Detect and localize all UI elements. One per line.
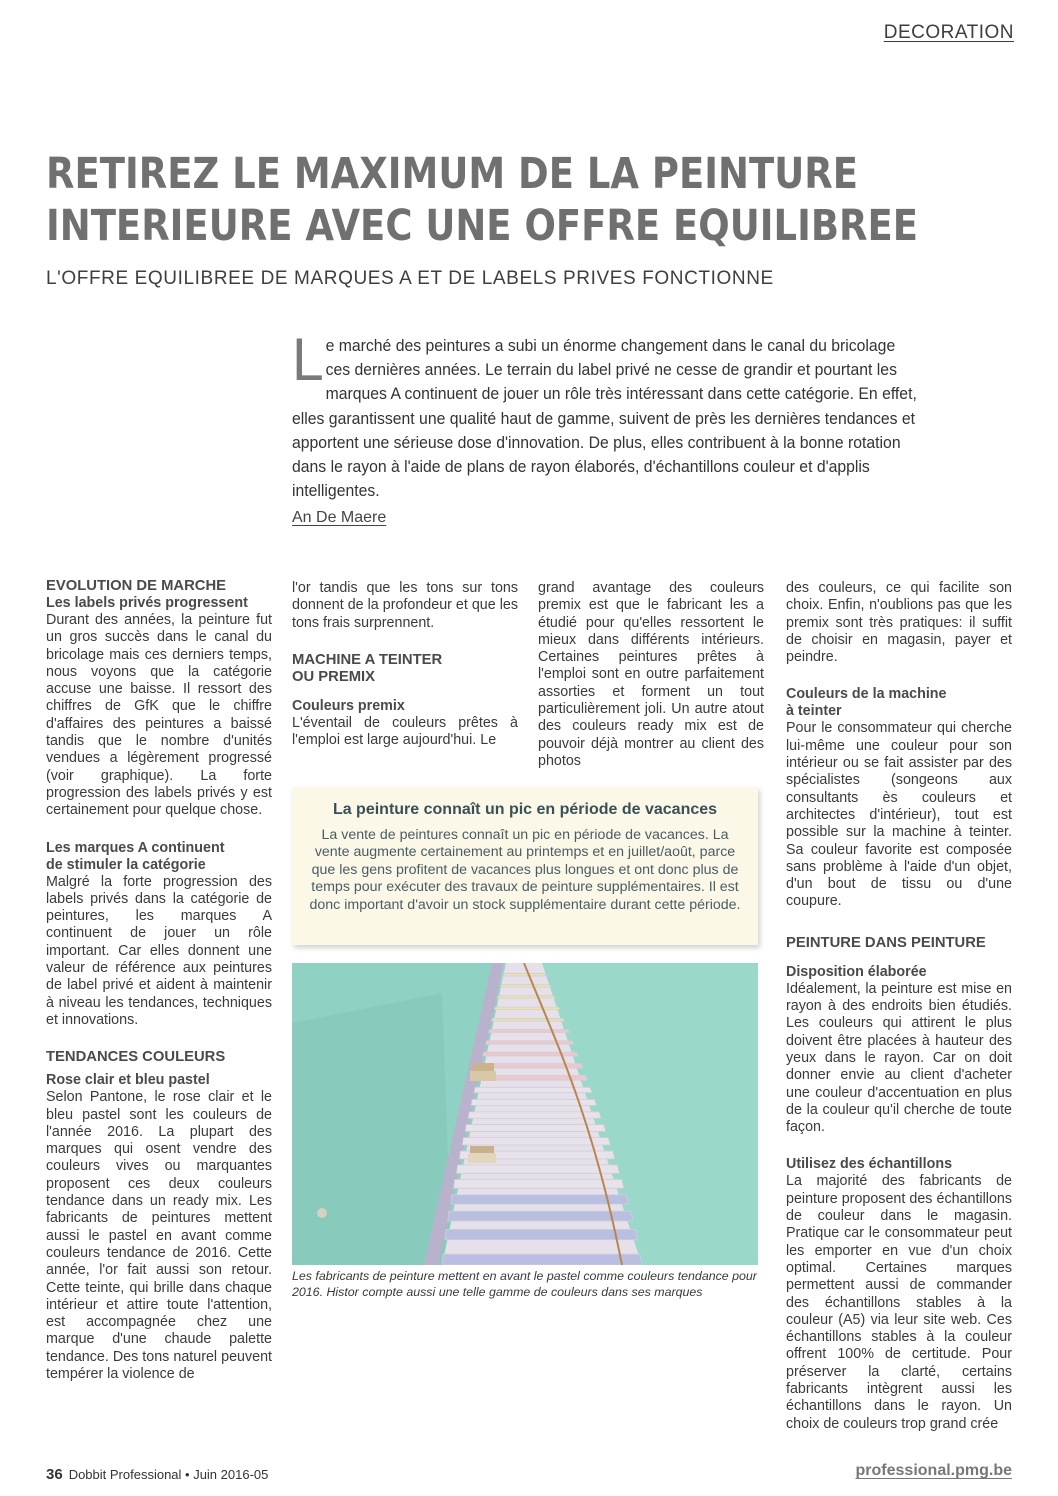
photo-books-1 [470,1071,496,1081]
photo-books-2 [472,1063,494,1071]
staircase-photo [292,963,758,1265]
photo-step [489,1030,570,1033]
article-subtitle: L'OFFRE EQUILIBREE DE MARQUES A ET DE LABELS PRIVES FONCTIONNE [46,268,774,289]
photo-wall-left [292,993,452,1265]
photo-step [497,996,555,998]
subheading-machine-2: à teinter [786,703,842,720]
staircase-illustration [292,963,758,1265]
author-byline[interactable]: An De Maere [292,509,387,526]
photo-step [462,1138,610,1145]
column-1 [46,578,272,1383]
photo-step [468,1112,601,1118]
column-4 [786,580,1012,1433]
highlight-box [292,787,758,945]
photo-step [486,1041,574,1044]
drop-cap: L [292,326,324,393]
heading-tendances: TENDANCES COULEURS [46,1049,226,1066]
photo-step [454,1179,624,1188]
photo-step [491,1018,564,1020]
photo-caption: Les fabricants de peinture mettent en avant le pastel comme couleurs tendance pour 2016. Histor compte aussi une telle gamme de couleurs dans ses marques [292,1269,757,1299]
subheading-premix: Couleurs premix [292,697,405,714]
paragraph-marques: Malgré la forte progression des labels privés dans la catégorie de peintures, les marques A continuent de jouer un rôle important. Car elles donnent une valeur de référence aux peintures de label privé et aident à maintenir à niveau les tendances, techniques et innovations. [46,873,272,1028]
subheading-machine-1: Couleurs de la machine [786,686,947,703]
paragraph-rose: Selon Pantone, le rose clair et le bleu pastel sont les couleurs de l'année 2016. La plupart des marques qui osent vendre des couleurs vives ou marquantes proposent ces deux couleurs tendance dans un ready mix. Les fabricants de peintures mettent aussi le pastel en avant comme couleurs tendance de 2016. Cette année, l'or fait aussi son retour. Cette teinte, qui brille dans chaque intérieur et attire toute l'attention, est accompagnée chez une marque d'une chaude palette tendance. Des tons naturel peuvent tempérer la violence de [46,1089,272,1382]
subheading-labels: Les labels privés progressent [46,595,248,611]
photo-books-4 [470,1146,494,1153]
website-link[interactable]: professional.pmg.be [855,1462,1012,1479]
subheading-marques-2: de stimuler la catégorie [46,856,206,873]
publication-info: Dobbit Professional • Juin 2016-05 [68,1467,269,1482]
lead-text: e marché des peintures a subi un énorme changement dans le canal du bricolage ces dernières années. Le terrain du label privé ne cesse de grandir et pourtant les marques A continuent de jouer un rôle très intéressant dans cette catégorie. En effet, elles garantissent une qualité haut de gamme, suivent de près les dernières tendances et apportent une sérieuse dose d'innovation. De plus, elles contribuent à la bonne rotation dans le rayon à l'aide de plans de rayon élaborés, d'échantillons couleur et d'applis intelligentes. [292,336,917,501]
photo-step [500,985,551,987]
photo-step [442,1254,642,1265]
photo-step [503,974,546,976]
photo-step [445,1229,638,1239]
photo-wall-light [317,1208,327,1218]
headline-line-2: INTERIEURE AVEC UNE OFFRE EQUILIBREE [46,201,919,251]
photo-step [465,1125,605,1132]
subheading-marques-1: Les marques A continuent [46,839,225,856]
photo-step [451,1195,629,1204]
paragraph-col3-continuation: grand avantage des couleurs premix est que le fabricant les a étudié pour qu'elles ressortent le mieux dans différents intérieurs. Certaines peintures prêtes à l'emploi sont en outre parfaitement assorties et forment un tout particulièrement joli. Un autre atout des couleurs ready mix est de pouvoir déjà montrer au client des photos [538,580,764,769]
column-3 [538,580,764,770]
paragraph-col2-continuation: l'or tandis que les tons sur tons donnent de la profondeur et que les tons frais surprennent. [292,580,518,631]
highlight-box-body: La vente de peintures connaît un pic en période de vacances. La vente augmente certainement au printemps et en juillet/août, parce que les gens profitent de vacances plus longues et ont donc plus de temps pour exécuter des travaux de peinture supplémentaires. Il est donc important d'avoir un stock supplémentaire durant cette période. [309,827,741,913]
photo-step [448,1211,633,1221]
heading-peinture: PEINTURE DANS PEINTURE [786,934,986,951]
paragraph-machine: Pour le consommateur qui cherche lui-même une couleur pour son intérieur ou se fait assister par des spécialistes (songeons aux consultants ès couleurs et architectes d'intérieur), tout est possible sur la machine à teinter. Sa couleur favorite est composée sans problème à l'aide d'un objet, d'un bout de tissu ou d'une coupure. [786,720,1012,910]
column-2 [292,580,518,749]
page-number: 36 [46,1466,63,1483]
photo-step [457,1165,620,1173]
footer-left [46,1466,268,1483]
lead-paragraph [292,326,919,503]
photo-step [480,1064,583,1068]
photo-step [494,1007,560,1009]
subheading-echantillons: Utilisez des échantillons [786,1156,953,1173]
paragraph-premix: L'éventail de couleurs prêtes à l'emploi est large aujourd'hui. Le [292,714,518,749]
photo-step [483,1052,579,1056]
paragraph-disposition: Idéalement, la peinture est mise en rayon à des endroits bien étudiés. Les couleurs qui attirent le plus doivent être placées à hauteur des yeux dans le rayon. Car on doit donner envie au client d'acheter une couleur d'accentuation en plus de la couleur qu'il cherche de toute façon. [786,980,1012,1136]
subheading-disposition: Disposition élaborée [786,963,927,980]
highlight-box-title: La peinture connaît un pic en période de vacances [332,801,718,818]
photo-books-3 [468,1153,496,1163]
paragraph-echantillons: La majorité des fabricants de peinture proposent des échantillons de couleur dans le magasin. Pratique car le consommateur peut les emporter en vue d'un choix optimal. Certaines marques permettent aussi de commander des échantillons stables à la couleur (A5) via leur site web. Ces échantillons stables à la couleur offrent 100% de certitude. Pour préserver la clarté, certains fabricants intègrent aussi les échantillons dans le rayon. Un choix de couleurs trop grand crée [786,1173,1012,1432]
headline-line-1: RETIREZ LE MAXIMUM DE LA PEINTURE [46,149,859,199]
heading-machine-1: MACHINE A TEINTER [292,651,443,668]
heading-machine-2: OU PREMIX [292,668,376,685]
heading-evolution: EVOLUTION DE MARCHE [46,578,227,594]
subheading-rose: Rose clair et bleu pastel [46,1072,210,1089]
article-headline [46,148,919,252]
section-tag[interactable]: DECORATION [883,22,1014,43]
paragraph-col4-continuation: des couleurs, ce qui facilite son choix. Enfin, n'oublions pas que les premix sont très pratiques: il suffit de choisir en magasin, payer et peindre. [786,580,1012,666]
paragraph-labels: Durant des années, la peinture fut un gros succès dans le canal du bricolage mais ces derniers temps, nous voyons que la catégorie accuse une baisse. Il ressort des chiffres de GfK que le chiffre d'affaires des peintures a baissé tandis que le nombre d'unités vendues a légèrement progressé (voir graphique). La forte progression des labels privés y est certainement pour quelque chose. [46,612,272,819]
